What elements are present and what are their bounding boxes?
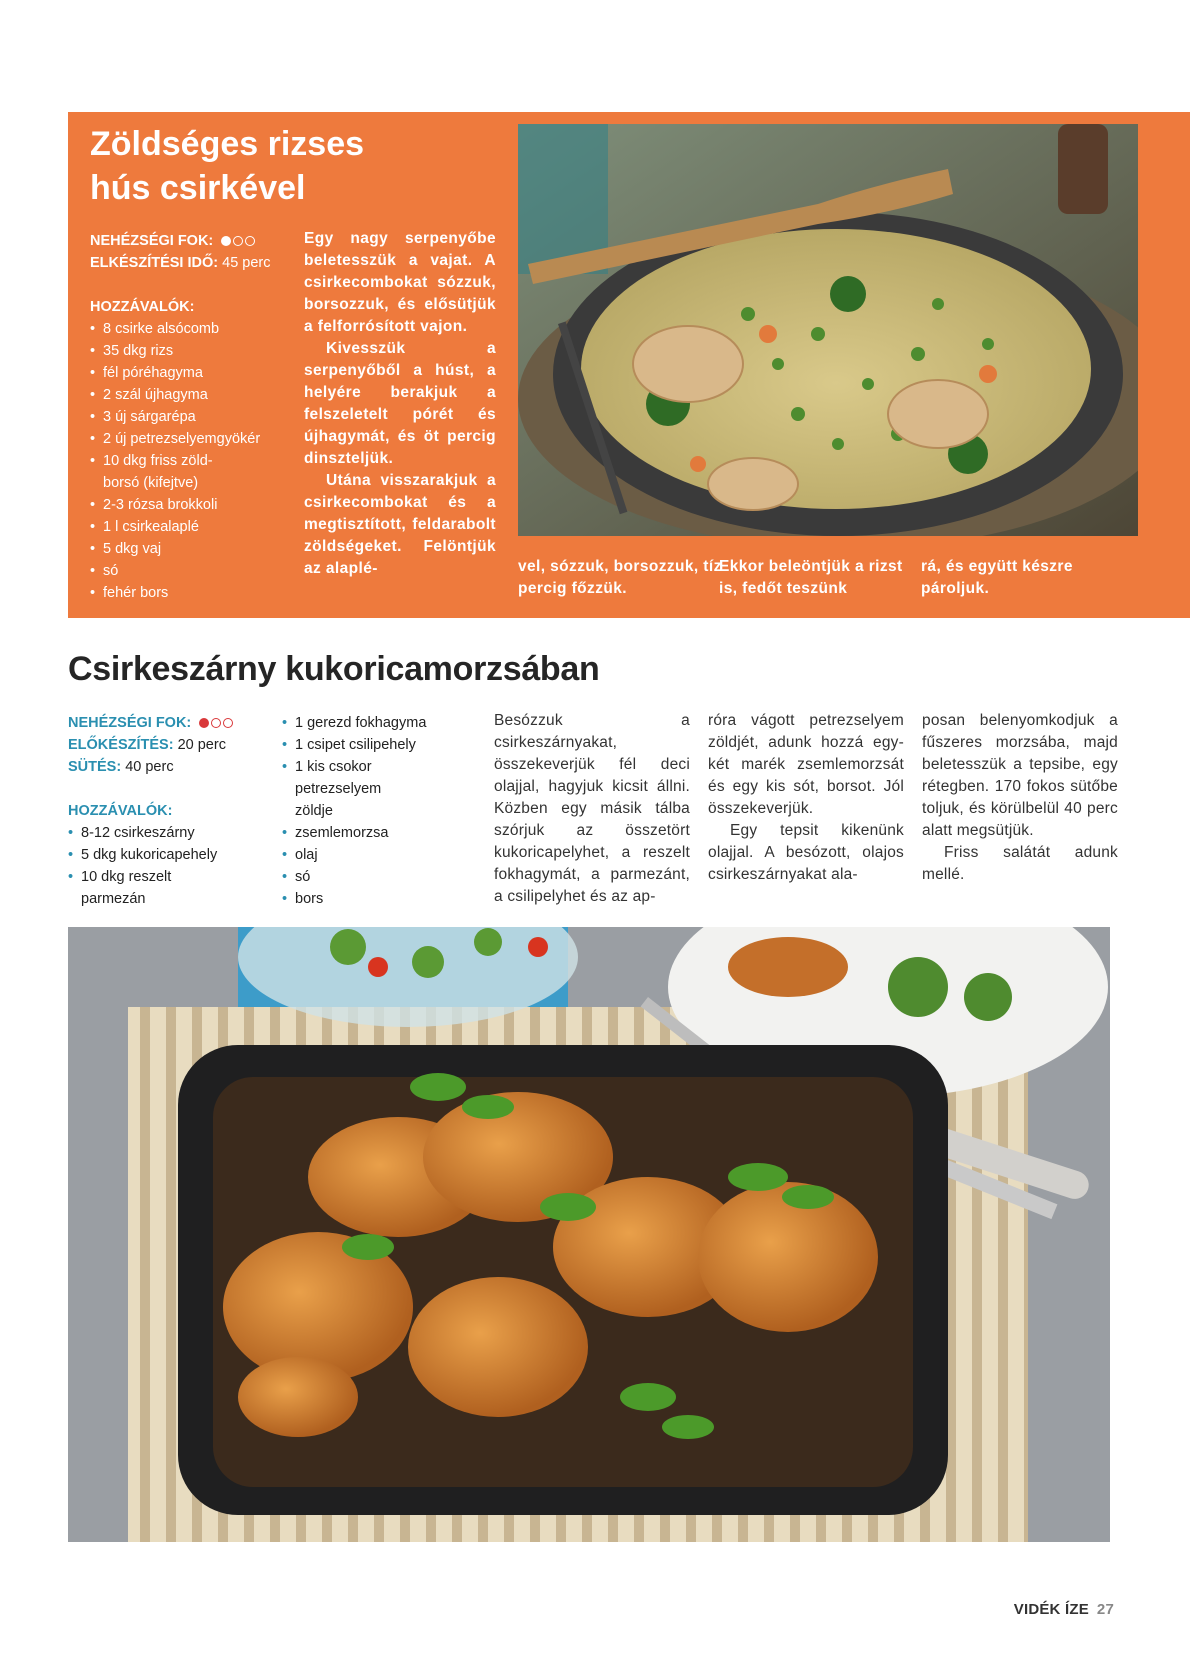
recipe2-bake — [68, 756, 278, 778]
ingredient-item: • fehér bors — [90, 582, 290, 604]
ingredient-item: • fél póréhagyma — [90, 362, 290, 384]
instruction-paragraph: Utána visszarakjuk a csirkecombokat és a megtisztított, feldarabolt zöldségeket. Felöntjük az alaplé- — [304, 472, 496, 577]
prep-value: 20 perc — [177, 737, 226, 754]
ingredient-item: • 8 csirke alsócomb — [90, 318, 290, 340]
ingredients-label: HOZZÁVALÓK: — [68, 803, 173, 820]
bake-value: 40 perc — [125, 759, 174, 776]
recipe1-meta — [90, 230, 290, 604]
instruction-paragraph: Kivesszük a serpenyőből a húst, a helyére berakjuk a felszeletelt pórét és újhagymát, és öt percig dinszteljük. — [304, 340, 496, 467]
ingredient-item: • 35 dkg rizs — [90, 340, 290, 362]
difficulty-dots — [221, 230, 257, 252]
recipe2-instructions-col3 — [922, 710, 1118, 886]
recipe2-ingredients-b — [282, 712, 482, 910]
difficulty-dot-filled — [199, 718, 209, 728]
ingredient-item: • 5 dkg vaj — [90, 538, 290, 560]
difficulty-dot-empty — [245, 236, 255, 246]
difficulty-label: NEHÉZSÉGI FOK: — [90, 233, 214, 249]
recipe2-difficulty — [68, 712, 278, 734]
recipe2-instructions-col2 — [708, 710, 904, 886]
ingredient-item: • bors — [282, 888, 482, 910]
recipe1-instructions-col3: Ekkor beleöntjük a rizst is, fedőt teszünk — [719, 558, 903, 597]
time-label: ELKÉSZÍTÉSI IDŐ: — [90, 255, 219, 272]
recipe2-instructions-col1 — [494, 710, 690, 908]
instruction-paragraph: posan belenyomkodjuk a fűszeres morzsába, majd beletesszük a tepsibe, egy rétegben. 170 fokos sütőbe toljuk, és körülbelül 40 perc alatt megsütjük. — [922, 712, 1118, 839]
ingredient-item: • 2 új petrezselyemgyökér — [90, 428, 290, 450]
bake-label: SÜTÉS: — [68, 759, 122, 776]
chicken-wings-tray-image — [68, 927, 1110, 1542]
prep-label: ELŐKÉSZÍTÉS: — [68, 737, 174, 754]
ingredient-item: • só — [90, 560, 290, 582]
difficulty-label: NEHÉZSÉGI FOK: — [68, 715, 192, 731]
ingredient-item: • 1 kis csokor petrezselyem zöldje — [282, 756, 415, 822]
recipe1-block — [68, 112, 1190, 618]
ingredient-item: • 10 dkg friss zöld-borsó (kifejtve) — [90, 450, 233, 494]
recipe1-instructions-col1 — [304, 228, 496, 580]
ingredient-item: • 5 dkg kukoricapehely — [68, 844, 278, 866]
ingredient-item: • 1 gerezd fokhagyma — [282, 712, 482, 734]
recipe2-title: Csirkeszárny kukoricamorzsában — [68, 650, 600, 688]
ingredients-label: HOZZÁVALÓK: — [90, 299, 195, 316]
recipe2-prep — [68, 734, 278, 756]
difficulty-dot-empty — [233, 236, 243, 246]
instruction-paragraph: Egy tepsit kikenünk olajjal. A besózott, olajos csirkeszárnyakat ala- — [708, 822, 904, 883]
instruction-paragraph: Friss salátát adunk mellé. — [922, 844, 1118, 883]
ingredient-item: • 2 szál újhagyma — [90, 384, 290, 406]
time-value: 45 perc — [222, 255, 271, 272]
recipe2-ingredients-a — [68, 822, 278, 910]
recipe1-photo — [518, 124, 1138, 536]
ingredient-item: • só — [282, 866, 482, 888]
ingredient-item: • 3 új sárgarépa — [90, 406, 290, 428]
recipe2-photo — [68, 927, 1110, 1542]
difficulty-dot-empty — [223, 718, 233, 728]
recipe2-ingredients-b-col — [282, 712, 482, 910]
ingredient-item: • zsemlemorzsa — [282, 822, 482, 844]
ingredient-item: • 10 dkg reszelt parmezán — [68, 866, 201, 910]
ingredient-item: • 8-12 csirkeszárny — [68, 822, 278, 844]
magazine-name: VIDÉK ÍZE — [1013, 1601, 1089, 1618]
instruction-paragraph: Egy nagy serpenyőbe beletesszük a vajat. A csirkecombokat sózzuk, borsozzuk, és elősütjük a felforrósított vajon. — [304, 230, 496, 335]
ingredient-item: • 1 l csirkealaplé — [90, 516, 290, 538]
recipe1-ingredients — [90, 318, 290, 604]
recipe1-instructions-col4: rá, és együtt készre pároljuk. — [921, 558, 1073, 597]
recipe1-time — [90, 252, 290, 274]
rice-pan-image — [518, 124, 1138, 536]
page-number: 27 — [1096, 1601, 1114, 1618]
ingredient-item: • 1 csipet csilipehely — [282, 734, 482, 756]
recipe2-meta — [68, 712, 278, 910]
ingredient-item: • olaj — [282, 844, 482, 866]
recipe1-instructions-col2: vel, sózzuk, borsozzuk, tíz percig főzzük. — [518, 558, 722, 597]
instruction-paragraph: Besózzuk a csirkeszárnyakat, összekeverjük fél deci olajjal, hagyjuk kicsit állni. Közben egy másik tálba szórjuk az összetört kukoricapelyhet, a reszelt fokhagymát, a parmezánt, a csilipelyhet és az ap- — [494, 712, 690, 905]
difficulty-dot-empty — [211, 718, 221, 728]
recipe1-title: Zöldséges rizses hús csirkével — [90, 125, 365, 207]
difficulty-dots — [199, 712, 235, 734]
instruction-paragraph: róra vágott petrezselyem zöldjét, adunk hozzá egy-két marék zsemlemorzsát és egy kis sót, borsot. Jól összekeverjük. — [708, 712, 904, 817]
recipe1-difficulty — [90, 230, 290, 252]
page-footer — [1014, 1601, 1114, 1618]
difficulty-dot-filled — [221, 236, 231, 246]
ingredient-item: • 2-3 rózsa brokkoli — [90, 494, 290, 516]
